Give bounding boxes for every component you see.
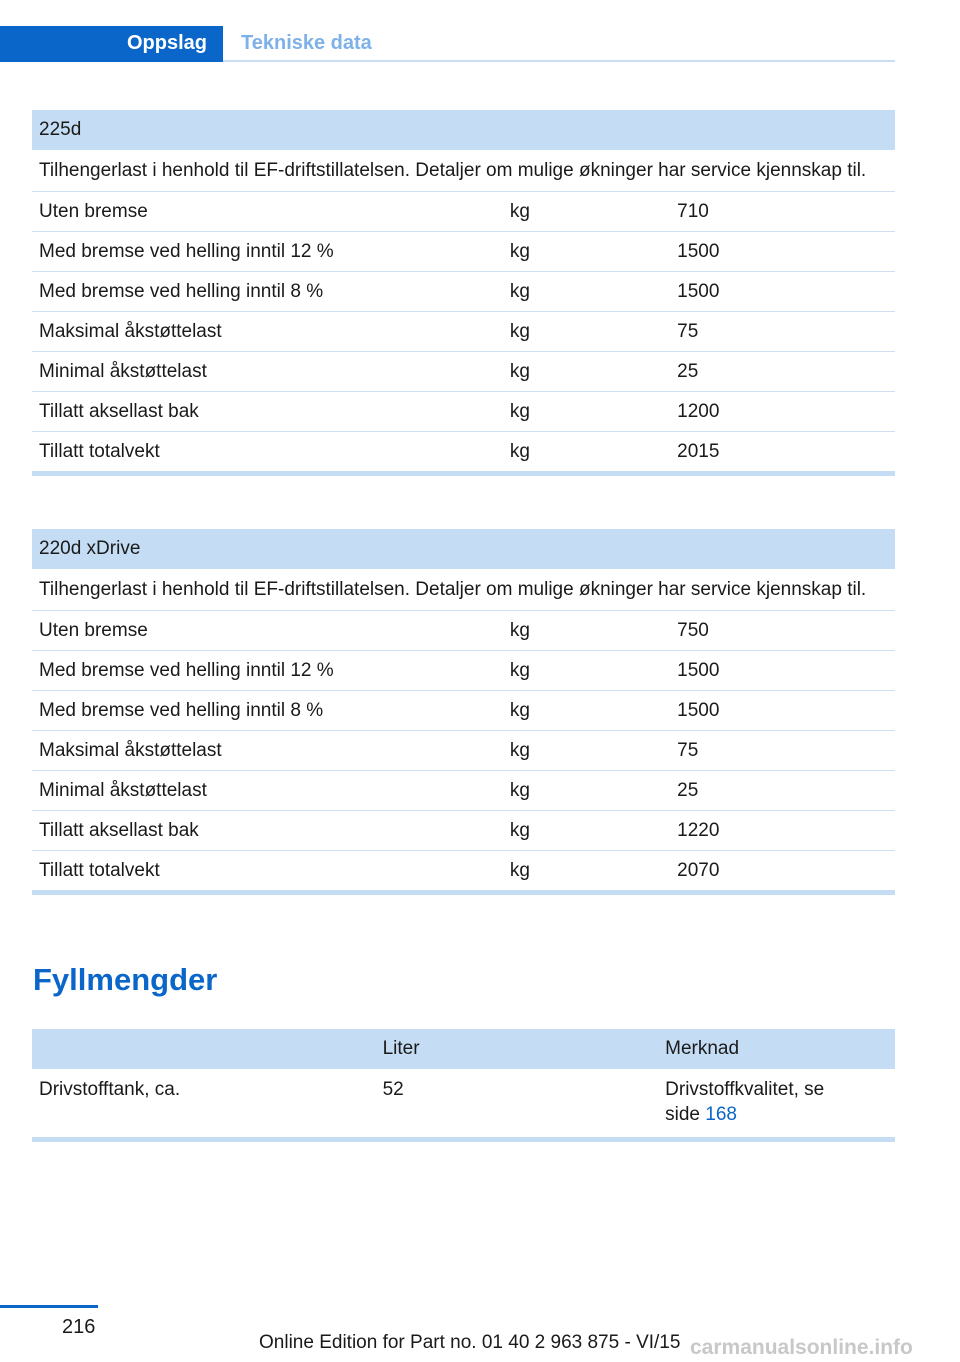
row-value: 710: [670, 192, 895, 232]
row-unit: kg: [503, 691, 670, 731]
row-unit: kg: [503, 192, 670, 232]
row-unit: kg: [503, 432, 670, 474]
table-row: [32, 272, 895, 312]
model-name: 220d xDrive: [32, 529, 895, 569]
row-value: 2070: [670, 851, 895, 893]
row-label: Med bremse ved helling inntil 8 %: [32, 272, 503, 312]
note-line1: Drivstoffkvalitet, se: [665, 1079, 825, 1100]
row-label: Uten bremse: [32, 192, 503, 232]
header-cell-liter: Liter: [376, 1029, 659, 1069]
model-name: 225d: [32, 110, 895, 150]
table-row: [32, 691, 895, 731]
row-unit: kg: [503, 272, 670, 312]
row-unit: kg: [503, 352, 670, 392]
footer-rule: [0, 1305, 98, 1308]
row-value: 1500: [670, 272, 895, 312]
row-unit: kg: [503, 731, 670, 771]
table-row: [32, 1069, 895, 1140]
row-value: 750: [670, 611, 895, 651]
fill-quantities-table: [32, 1029, 895, 1142]
row-label: Tillatt totalvekt: [32, 851, 503, 893]
row-label: Minimal åkstøttelast: [32, 352, 503, 392]
row-label: Maksimal åkstøttelast: [32, 312, 503, 352]
tab-oppslag[interactable]: Oppslag: [0, 26, 223, 60]
row-value: 25: [670, 352, 895, 392]
row-label: Tillatt aksellast bak: [32, 392, 503, 432]
trailer-load-table-220d-xdrive: [32, 529, 895, 895]
row-value: 75: [670, 312, 895, 352]
table-description: Tilhengerlast i henhold til EF-driftstillatelsen. Detaljer om mulige økninger har service kjennskap til.: [32, 569, 895, 611]
tab-tekniske-data[interactable]: Tekniske data: [241, 31, 372, 54]
row-value: 1220: [670, 811, 895, 851]
row-unit: kg: [503, 771, 670, 811]
row-unit: kg: [503, 651, 670, 691]
header-rule-active: [0, 60, 223, 62]
table-row: [32, 392, 895, 432]
table-row: [32, 731, 895, 771]
row-value: 1200: [670, 392, 895, 432]
row-value: 25: [670, 771, 895, 811]
table-row: [32, 312, 895, 352]
note-line2: side: [665, 1104, 700, 1125]
fill-note: [658, 1069, 895, 1140]
table-row: [32, 771, 895, 811]
table-row: [32, 192, 895, 232]
row-value: 1500: [670, 232, 895, 272]
table-row: [32, 651, 895, 691]
row-label: Med bremse ved helling inntil 12 %: [32, 232, 503, 272]
row-value: 75: [670, 731, 895, 771]
table-row: [32, 611, 895, 651]
row-unit: kg: [503, 611, 670, 651]
table-row: [32, 232, 895, 272]
row-unit: kg: [503, 851, 670, 893]
row-value: 1500: [670, 691, 895, 731]
row-label: Med bremse ved helling inntil 12 %: [32, 651, 503, 691]
row-label: Maksimal åkstøttelast: [32, 731, 503, 771]
table-row: [32, 851, 895, 893]
watermark: carmanualsonline.info: [690, 1336, 913, 1359]
row-label: Minimal åkstøttelast: [32, 771, 503, 811]
row-value: 2015: [670, 432, 895, 474]
section-title: Fyllmengder: [33, 962, 218, 997]
row-label: Tillatt totalvekt: [32, 432, 503, 474]
row-unit: kg: [503, 232, 670, 272]
page-number: 216: [62, 1316, 96, 1338]
row-unit: kg: [503, 392, 670, 432]
page-header: [0, 26, 895, 62]
row-value: 1500: [670, 651, 895, 691]
row-unit: kg: [503, 811, 670, 851]
table-row: [32, 432, 895, 474]
page-link-168[interactable]: 168: [705, 1104, 737, 1125]
fill-liters: 52: [376, 1069, 659, 1140]
fill-item: Drivstofftank, ca.: [32, 1069, 376, 1140]
row-label: Tillatt aksellast bak: [32, 811, 503, 851]
row-label: Med bremse ved helling inntil 8 %: [32, 691, 503, 731]
table-description: Tilhengerlast i henhold til EF-driftstillatelsen. Detaljer om mulige økninger har service kjennskap til.: [32, 150, 895, 192]
table-row: [32, 811, 895, 851]
header-cell-empty: [32, 1029, 376, 1069]
row-unit: kg: [503, 312, 670, 352]
table-row: [32, 352, 895, 392]
header-cell-merknad: Merknad: [658, 1029, 895, 1069]
edition-info: Online Edition for Part no. 01 40 2 963 875 - VI/15: [259, 1332, 681, 1353]
trailer-load-table-225d: [32, 110, 895, 476]
row-label: Uten bremse: [32, 611, 503, 651]
